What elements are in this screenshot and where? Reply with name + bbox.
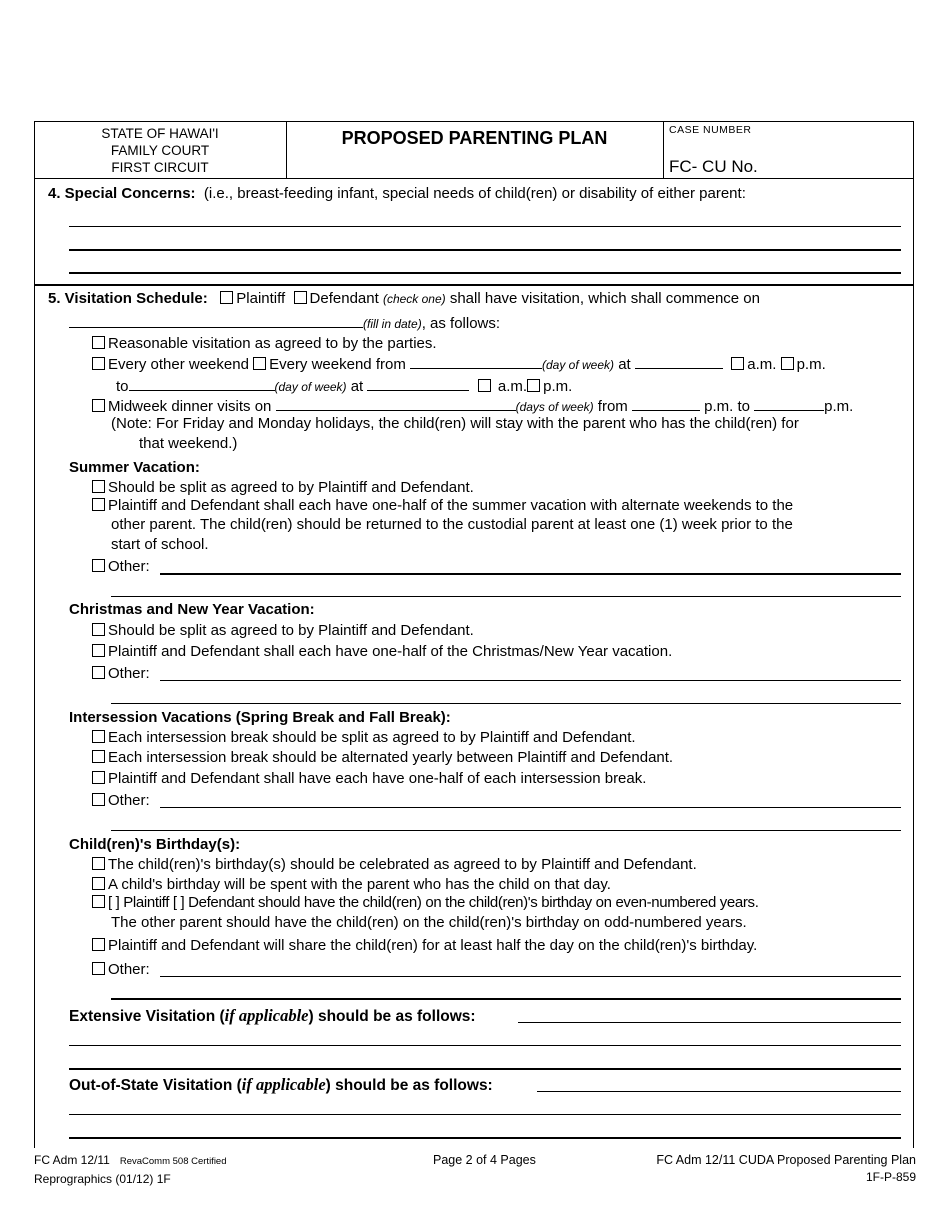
- summer-split-checkbox[interactable]: [92, 480, 105, 493]
- holiday-note-2: that weekend.): [139, 435, 238, 452]
- extensive-line-3[interactable]: [69, 1068, 901, 1070]
- every-weekend-checkbox[interactable]: [253, 357, 266, 370]
- intersession-split-label: Each intersession break should be split as agreed to by Plaintiff and Defendant.: [108, 729, 636, 746]
- christmas-half-label: Plaintiff and Defendant shall each have one-half of the Christmas/New Year vacation.: [108, 643, 673, 660]
- birthday-even-years-label[interactable]: [ ] Plaintiff [ ] Defendant should have the child(ren) on the child(ren)'s birthday on even-numbered years.: [108, 894, 759, 911]
- defendant-label: Defendant: [309, 290, 379, 307]
- birthday-other-label: Other:: [108, 961, 150, 978]
- birthday-parent-day-label: A child's birthday will be spent with the parent who has the child on that day.: [108, 876, 611, 893]
- birthday-parent-day-checkbox[interactable]: [92, 877, 105, 890]
- day-of-week-hint-1: (day of week): [542, 358, 615, 372]
- christmas-option-2: [92, 643, 672, 661]
- christmas-other-checkbox[interactable]: [92, 666, 105, 679]
- birthday-other-line-1[interactable]: [160, 976, 901, 977]
- case-number-label: CASE NUMBER: [669, 124, 752, 136]
- birthday-option-3: [92, 894, 759, 912]
- midweek-from-time-field[interactable]: [632, 396, 700, 411]
- weekend-row: [92, 354, 826, 374]
- footer-form-number: 1F-P-859: [865, 1170, 916, 1184]
- weekend-from-time-field[interactable]: [635, 354, 723, 369]
- extensive-line-2[interactable]: [69, 1045, 901, 1046]
- plaintiff-label: Plaintiff: [236, 290, 286, 307]
- summer-half-label-2: other parent. The child(ren) should be returned to the custodial parent at least one (1) week prior to the: [111, 516, 793, 533]
- extensive-label-b: ) should be as follows:: [308, 1008, 476, 1025]
- midweek-label: Midweek dinner visits on: [108, 398, 272, 415]
- out-of-state-label-a: Out-of-State Visitation (: [69, 1077, 242, 1094]
- footer-certified: RevaComm 508 Certified: [119, 1156, 227, 1167]
- christmas-other-line-2[interactable]: [111, 703, 901, 704]
- every-other-weekend-checkbox[interactable]: [92, 357, 105, 370]
- to-am-checkbox[interactable]: [478, 379, 491, 392]
- summer-other-line-1[interactable]: [160, 573, 901, 575]
- extensive-label-a: Extensive Visitation (: [69, 1008, 225, 1025]
- special-concerns-line-3[interactable]: [69, 272, 901, 274]
- weekend-to-row: [116, 376, 572, 396]
- weekend-to-time-field[interactable]: [367, 376, 469, 391]
- midweek-days-field[interactable]: [276, 396, 516, 411]
- reasonable-visitation-checkbox[interactable]: [92, 336, 105, 349]
- plaintiff-checkbox[interactable]: [220, 291, 233, 304]
- christmas-other-line-1[interactable]: [160, 680, 901, 681]
- midweek-to-time-field[interactable]: [754, 396, 824, 411]
- out-of-state-line-1[interactable]: [537, 1091, 901, 1092]
- to-am-label: a.m.: [497, 378, 528, 395]
- intersession-option-1: [92, 729, 636, 747]
- intersession-other-label: Other:: [108, 792, 150, 809]
- from-label: from: [597, 398, 628, 415]
- header-divider-2: [663, 121, 664, 178]
- summer-half-checkbox[interactable]: [92, 498, 105, 511]
- birthday-title: Child(ren)'s Birthday(s):: [69, 836, 241, 853]
- summer-split-label: Should be split as agreed to by Plaintiff and Defendant.: [108, 479, 474, 496]
- to-pm-label: p.m.: [543, 378, 573, 395]
- summer-other-line-2[interactable]: [111, 596, 901, 597]
- section-4-heading: [48, 185, 746, 203]
- christmas-title: Christmas and New Year Vacation:: [69, 601, 315, 618]
- birthday-agreed-checkbox[interactable]: [92, 857, 105, 870]
- christmas-split-label: Should be split as agreed to by Plaintiff and Defendant.: [108, 622, 474, 639]
- christmas-other-row: [92, 665, 150, 683]
- commence-text: shall have visitation, which shall commence on: [449, 290, 760, 307]
- fill-date-hint: (fill in date): [363, 317, 422, 331]
- birthday-other-line-2[interactable]: [111, 998, 901, 1000]
- out-of-state-line-2[interactable]: [69, 1114, 901, 1115]
- midweek-checkbox[interactable]: [92, 399, 105, 412]
- intersession-half-checkbox[interactable]: [92, 771, 105, 784]
- summer-other-row: [92, 558, 150, 576]
- intersession-other-line-2[interactable]: [111, 830, 901, 831]
- summer-vacation-title: Summer Vacation:: [69, 459, 200, 476]
- midweek-pm-label: p.m.: [824, 398, 854, 415]
- holiday-note-1: (Note: For Friday and Monday holidays, the child(ren) will stay with the parent who has the child(ren) for: [111, 415, 799, 432]
- birthday-other-row: [92, 961, 150, 979]
- birthday-odd-years-label: The other parent should have the child(ren) on the child(ren)'s birthday on odd-numbered years.: [111, 914, 747, 931]
- intersession-half-label: Plaintiff and Defendant shall have each have one-half of each intersession break.: [108, 770, 647, 787]
- extensive-line-1[interactable]: [518, 1022, 901, 1023]
- summer-option-1: [92, 479, 474, 497]
- birthday-share-checkbox[interactable]: [92, 938, 105, 951]
- birthday-option-2: [92, 876, 611, 894]
- section-5-label: 5. Visitation Schedule:: [48, 290, 208, 307]
- footer-form-code: FC Adm 12/11: [34, 1153, 110, 1167]
- birthday-agreed-label: The child(ren)'s birthday(s) should be celebrated as agreed to by Plaintiff and Defendant.: [108, 856, 697, 873]
- summer-half-label-1: Plaintiff and Defendant shall each have one-half of the summer vacation with alternate weekends to the: [108, 497, 794, 514]
- extensive-visitation-label: [69, 1007, 476, 1026]
- christmas-half-checkbox[interactable]: [92, 644, 105, 657]
- weekend-to-day-field[interactable]: [129, 376, 275, 391]
- day-of-week-hint-2: (day of week): [274, 380, 347, 394]
- section-divider: [34, 284, 914, 286]
- section-5-heading: [48, 290, 760, 308]
- summer-other-checkbox[interactable]: [92, 559, 105, 572]
- commence-date-field[interactable]: [69, 313, 363, 328]
- birthday-share-label: Plaintiff and Defendant will share the child(ren) for at least half the day on the child(ren)'s birthday.: [108, 937, 758, 954]
- intersession-other-line-1[interactable]: [160, 807, 901, 808]
- check-one-hint: (check one): [382, 292, 446, 306]
- from-am-label: a.m.: [747, 356, 777, 373]
- from-am-checkbox[interactable]: [731, 357, 744, 370]
- intersession-option-2: [92, 749, 673, 767]
- footer-page-number: Page 2 of 4 Pages: [433, 1153, 536, 1167]
- from-pm-label: p.m.: [796, 356, 826, 373]
- section-4-label: 4. Special Concerns:: [48, 185, 196, 202]
- to-pm-checkbox[interactable]: [527, 379, 540, 392]
- intersession-title: Intersession Vacations (Spring Break and Fall Break):: [69, 709, 451, 726]
- weekend-from-day-field[interactable]: [410, 354, 542, 369]
- christmas-option-1: [92, 622, 474, 640]
- christmas-other-label: Other:: [108, 665, 150, 682]
- case-number-field[interactable]: FC- CU No.: [669, 157, 758, 176]
- out-of-state-label: [69, 1076, 493, 1095]
- intersession-alternate-label: Each intersession break should be alternated yearly between Plaintiff and Defendant.: [108, 749, 674, 766]
- summer-other-label: Other:: [108, 558, 150, 575]
- intersession-other-checkbox[interactable]: [92, 793, 105, 806]
- intersession-split-checkbox[interactable]: [92, 730, 105, 743]
- section-4-text: (i.e., breast-feeding infant, special needs of child(ren) or disability of either parent:: [203, 185, 746, 202]
- birthday-even-years-checkbox[interactable]: [92, 895, 105, 908]
- pm-to-label: p.m. to: [704, 398, 750, 415]
- court-line-3: FIRST CIRCUIT: [111, 160, 209, 175]
- days-of-week-hint: (days of week): [515, 400, 594, 414]
- defendant-checkbox[interactable]: [294, 291, 307, 304]
- court-line-1: STATE OF HAWAI'I: [101, 126, 219, 141]
- birthday-option-4: [92, 937, 757, 955]
- intersession-other-row: [92, 792, 150, 810]
- out-of-state-label-italic: if applicable: [241, 1075, 326, 1094]
- court-line-2: FAMILY COURT: [110, 143, 210, 158]
- out-of-state-line-3[interactable]: [69, 1137, 901, 1139]
- summer-half-label-3: start of school.: [111, 536, 209, 553]
- extensive-label-italic: if applicable: [224, 1006, 309, 1025]
- header-divider-bottom: [34, 178, 914, 179]
- birthday-option-1: [92, 856, 697, 874]
- christmas-split-checkbox[interactable]: [92, 623, 105, 636]
- special-concerns-line-2[interactable]: [69, 249, 901, 251]
- special-concerns-line-1[interactable]: [69, 226, 901, 227]
- birthday-other-checkbox[interactable]: [92, 962, 105, 975]
- to-label: to: [116, 378, 129, 395]
- summer-option-2: [92, 497, 793, 515]
- page-title: PROPOSED PARENTING PLAN: [341, 128, 608, 148]
- at-label-1: at: [618, 356, 631, 373]
- as-follows-text: , as follows:: [421, 315, 501, 332]
- midweek-row: [92, 396, 853, 416]
- court-name: [34, 125, 286, 176]
- every-weekend-label: Every weekend from: [269, 356, 406, 373]
- intersession-alternate-checkbox[interactable]: [92, 750, 105, 763]
- reasonable-visitation-row: [92, 335, 437, 353]
- reasonable-visitation-label: Reasonable visitation as agreed to by the parties.: [108, 335, 437, 352]
- from-pm-checkbox[interactable]: [781, 357, 794, 370]
- out-of-state-label-b: ) should be as follows:: [325, 1077, 493, 1094]
- footer-form-title: FC Adm 12/11 CUDA Proposed Parenting Plan: [656, 1153, 916, 1167]
- footer-left-1: [34, 1153, 227, 1167]
- intersession-option-3: [92, 770, 646, 788]
- commence-date-row: [69, 313, 500, 333]
- every-other-weekend-label: Every other weekend: [108, 356, 249, 373]
- at-label-2: at: [350, 378, 364, 395]
- footer-reprographics: Reprographics (01/12) 1F: [34, 1172, 171, 1186]
